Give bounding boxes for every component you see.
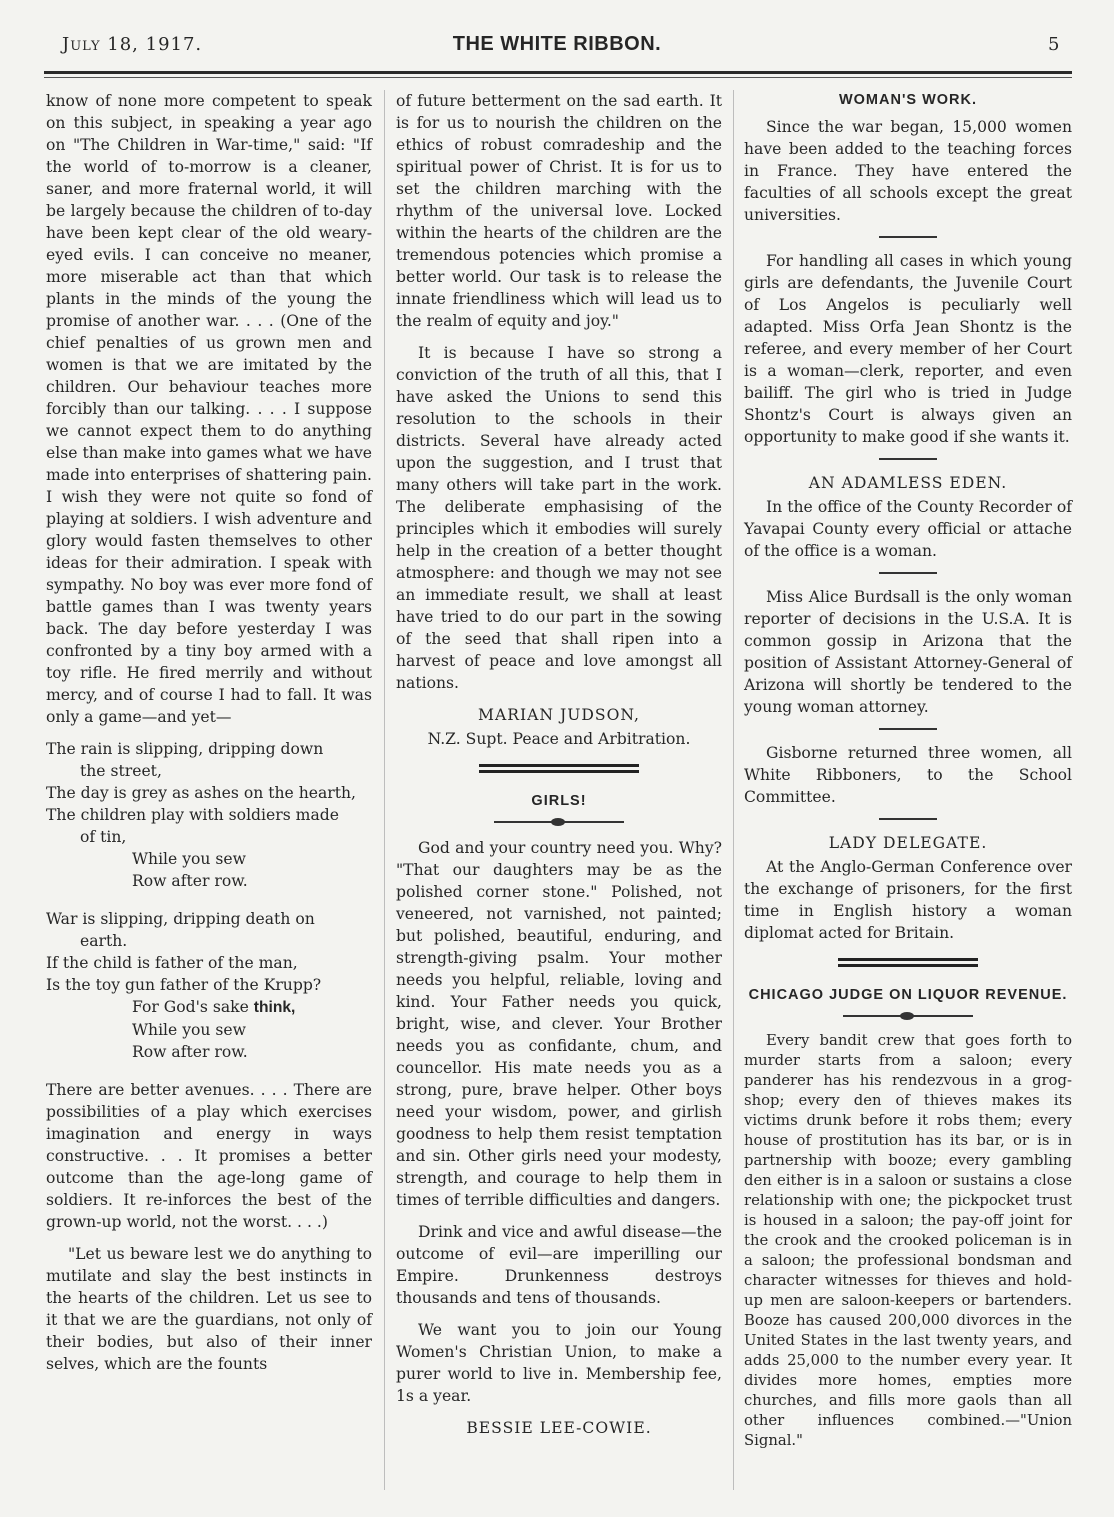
item-divider xyxy=(879,458,937,460)
article-paragraph: Gisborne returned three women, all White Ribboners, to the School Committee. xyxy=(744,744,1072,806)
item-divider xyxy=(879,818,937,820)
column-middle xyxy=(396,90,722,1441)
ornament-divider xyxy=(494,817,624,827)
article-paragraph: "Let us beware lest we do anything to mutilate and slay the best instincts in the hearts of the children. Let us see to it that we are the guardians, not only of their bodies, but also of their inner selves, which are the founts xyxy=(46,1245,372,1373)
masthead-rule xyxy=(44,71,1072,74)
column-left xyxy=(46,90,372,1385)
article-paragraph: There are better avenues. . . . There are possibilities of a play which exercises imagination and energy in ways constructive. . . It promises a better outcome than the age-long game of soldiers. It re-inforces the best of the grown-up world, not the worst. . . .) xyxy=(46,1081,372,1231)
liquor-article xyxy=(744,1031,1072,1451)
poem-line: While you sew xyxy=(132,1021,247,1039)
poem-line: While you sew xyxy=(132,850,247,868)
poem-line: The rain is slipping, dripping down xyxy=(46,740,324,758)
column-divider xyxy=(384,90,385,1490)
item-divider xyxy=(879,572,937,574)
girls-heading: GIRLS! xyxy=(531,793,587,809)
author-signature: BESSIE LEE-COWIE. xyxy=(466,1419,652,1437)
section-divider xyxy=(838,958,978,967)
poem-line xyxy=(46,996,372,1019)
page-number: 5 xyxy=(1048,34,1060,55)
article-paragraph: Drink and vice and awful disease—the outcome of evil—are imperilling our Empire. Drunkenness destroys thousands and tens of thousands. xyxy=(396,1223,722,1307)
adamless-eden-heading: AN ADAMLESS EDEN. xyxy=(808,474,1008,492)
article-paragraph: At the Anglo-German Conference over the exchange of prisoners, for the first time in English history a woman diplomat acted for Britain. xyxy=(744,858,1072,942)
masthead-rule-thin xyxy=(44,77,1072,78)
poem-text: For God's sake xyxy=(132,998,249,1016)
poem-line: earth. xyxy=(80,932,128,950)
article-paragraph: know of none more competent to speak on this subject, in speaking a year ago on "The Children in War-time," said: "If the world of to-morrow is a cleaner, saner, and more fraternal world, it will be largely because the children of to-day have been kept clear of the old weary-eyed evils. I can conceive no meaner, more miserable act than that which plants in the minds of the young the promise of another war. . . . (One of the chief penalties of us grown men and women is that we are imitated by the children. Our behaviour teaches more forcibly than our talking. . . . I suppose we cannot expect them to do anything else than make into games what we have made into enterprises of shattering pain. I wish they were not quite so fond of playing at soldiers. I wish adventure and glory would fasten themselves to other ideas for their admiration. I speak with sympathy. No boy was ever more fond of battle games than I was twenty years back. The day before yesterday I was confronted by a tiny boy armed with a toy rifle. He fired merrily and without mercy, and of course I had to fall. It was only a game—and yet— xyxy=(46,92,372,726)
poem-line: The children play with soldiers made xyxy=(46,806,339,824)
column-right xyxy=(744,90,1072,1451)
article-paragraph: of future betterment on the sad earth. It is for us to nourish the children on the ethics of robust comradeship and the spiritual power of Christ. It is for us to set the children marching with the rhythm of the universal love. Locked within the hearts of the children are the tremendous potencies which promise a better world. Our task is to release the innate friendliness which will lead us to the realm of equity and joy." xyxy=(396,92,722,330)
poem-line: Is the toy gun father of the Krupp? xyxy=(46,976,322,994)
article-paragraph: In the office of the County Recorder of Yavapai County every official or attache of the office is a woman. xyxy=(744,498,1072,560)
chicago-judge-heading: CHICAGO JUDGE ON LIQUOR REVENUE. xyxy=(748,987,1068,1003)
article-paragraph: We want you to join our Young Women's Christian Union, to make a purer world to live in. Membership fee, 1s a year. xyxy=(396,1321,722,1405)
section-divider xyxy=(479,764,639,773)
article-paragraph: God and your country need you. Why? "That our daughters may be as the polished corner stone." Polished, not veneered, not varnished, not painted; but polished, beautiful, enduring, and strength-giving psalm. Your mother needs you helpful, reliable, loving and kind. Your Father needs you quick, bright, wise, and clever. Your Brother needs you as confidante, chum, and councellor. His mate needs you as a strong, pure, brave helper. Other boys need your wisdom, power, and girlish goodness to help them resist temptation and sin. Other girls need your modesty, strength, and courage to help them in times of terrible difficulties and dangers. xyxy=(396,839,722,1209)
column-divider xyxy=(733,90,734,1490)
poem-line: War is slipping, dripping death on xyxy=(46,910,315,928)
author-signature: MARIAN JUDSON, xyxy=(478,706,640,724)
item-divider xyxy=(879,236,937,238)
poem-stanza-2 xyxy=(46,908,372,1063)
publication-title: THE WHITE RIBBON. xyxy=(452,33,662,55)
author-title: N.Z. Supt. Peace and Arbitration. xyxy=(427,730,691,748)
article-paragraph: It is because I have so strong a conviction of the truth of all this, that I have asked the Unions to send this resolution to the schools in their districts. Several have already acted upon the suggestion, and I trust that many others will take part in the work. The deliberate emphasising of the principles which it embodies will surely help in the creation of a better thought atmosphere: and though we may not see an immediate result, we shall at least have tried to do our part in the sowing of the seed that shall ripen into a harvest of peace and love amongst all nations. xyxy=(396,344,722,692)
poem-line: The day is grey as ashes on the hearth, xyxy=(46,784,357,802)
lady-delegate-heading: LADY DELEGATE. xyxy=(828,834,988,852)
poem-line: of tin, xyxy=(80,828,127,846)
poem-emphasis: think, xyxy=(253,999,296,1016)
poem-stanza-1 xyxy=(46,738,372,892)
poem-line: Row after row. xyxy=(132,1043,248,1061)
masthead xyxy=(0,0,1114,80)
womans-work-heading: WOMAN'S WORK. xyxy=(838,92,978,108)
poem-line: Row after row. xyxy=(132,872,248,890)
article-paragraph: Since the war began, 15,000 women have been added to the teaching forces in France. They have entered the faculties of all schools except the great universities. xyxy=(744,118,1072,224)
ornament-divider xyxy=(843,1011,973,1021)
article-paragraph: For handling all cases in which young girls are defendants, the Juvenile Court of Los Angelos is peculiarly well adapted. Miss Orfa Jean Shontz is the referee, and every member of her Court is a woman—clerk, reporter, and even bailiff. The girl who is tried in Judge Shontz's Court is always given an opportunity to make good if she wants it. xyxy=(744,252,1072,446)
poem-line: If the child is father of the man, xyxy=(46,954,298,972)
item-divider xyxy=(879,728,937,730)
poem-line: the street, xyxy=(80,762,162,780)
article-paragraph: Miss Alice Burdsall is the only woman reporter of decisions in the U.S.A. It is common gossip in Arizona that the position of Assistant Attorney-General of Arizona will shortly be tendered to the young woman attorney. xyxy=(744,588,1072,716)
article-paragraph: Every bandit crew that goes forth to murder starts from a saloon; every panderer has his rendezvous in a grog-shop; every den of thieves makes its victims drunk before it robs them; every house of prostitution has its bar, or is in partnership with booze; every gambling den either is in a saloon or sustains a close relationship with one; the pickpocket trust is housed in a saloon; the pay-off joint for the crook and the crooked policeman is in a saloon; the professional bondsman and character witnesses for thieves and hold-up men are saloon-keepers or bartenders. Booze has caused 200,000 divorces in the United States in the last twenty years, and adds 25,000 to the number every year. It divides more homes, empties more churches, and fills more gaols than all other influences combined.—"Union Signal." xyxy=(744,1032,1072,1449)
issue-date: July 18, 1917. xyxy=(62,34,203,55)
